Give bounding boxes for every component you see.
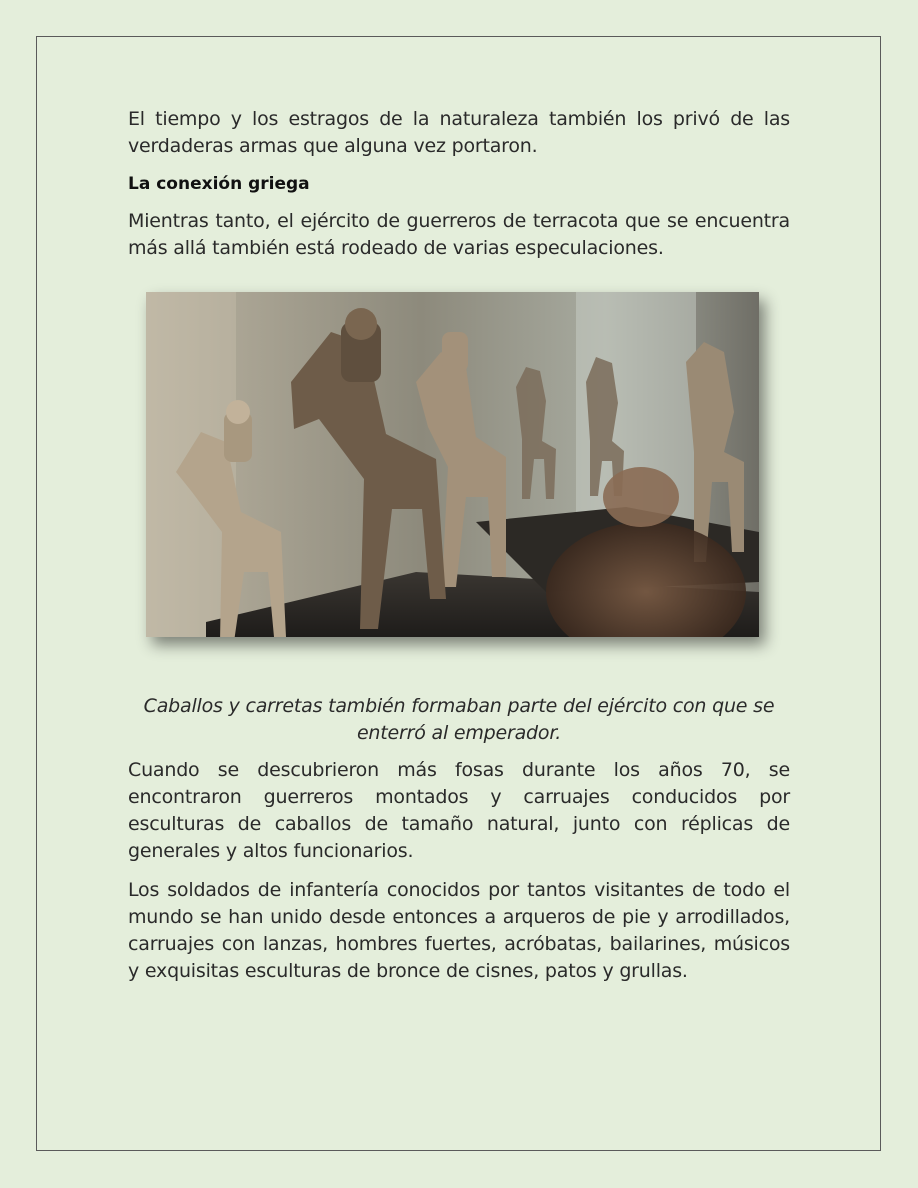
document-body: [128, 106, 790, 985]
photo-illustration: [146, 292, 759, 637]
paragraph-speculations: Mientras tanto, el ejército de guerreros de terracota que se encuentra más allá también está rodeado de varias especulaciones.: [128, 210, 790, 259]
terracotta-horses-photo: [146, 292, 759, 637]
paragraph-discoveries: Cuando se descubrieron más fosas durante los años 70, se encontraron guerreros montados y carruajes conducidos por esculturas de caballos de tamaño natural, junto con réplicas de generales y altos funcionarios.: [128, 759, 790, 862]
photo-caption: Caballos y carretas también formaban parte del ejército con que se enterró al emperador.: [143, 695, 775, 744]
paragraph-soldiers: Los soldados de infantería conocidos por tantos visitantes de todo el mundo se han unido desde entonces a arqueros de pie y arrodillados, carruajes con lanzas, hombres fuertes, acróbatas, bailarines, músicos y exquisitas esculturas de bronce de cisnes, patos y grullas.: [128, 879, 790, 982]
paragraph-weapons: El tiempo y los estragos de la naturaleza también los privó de las verdaderas armas que alguna vez portaron.: [128, 108, 790, 157]
section-heading: La conexión griega: [128, 174, 310, 194]
